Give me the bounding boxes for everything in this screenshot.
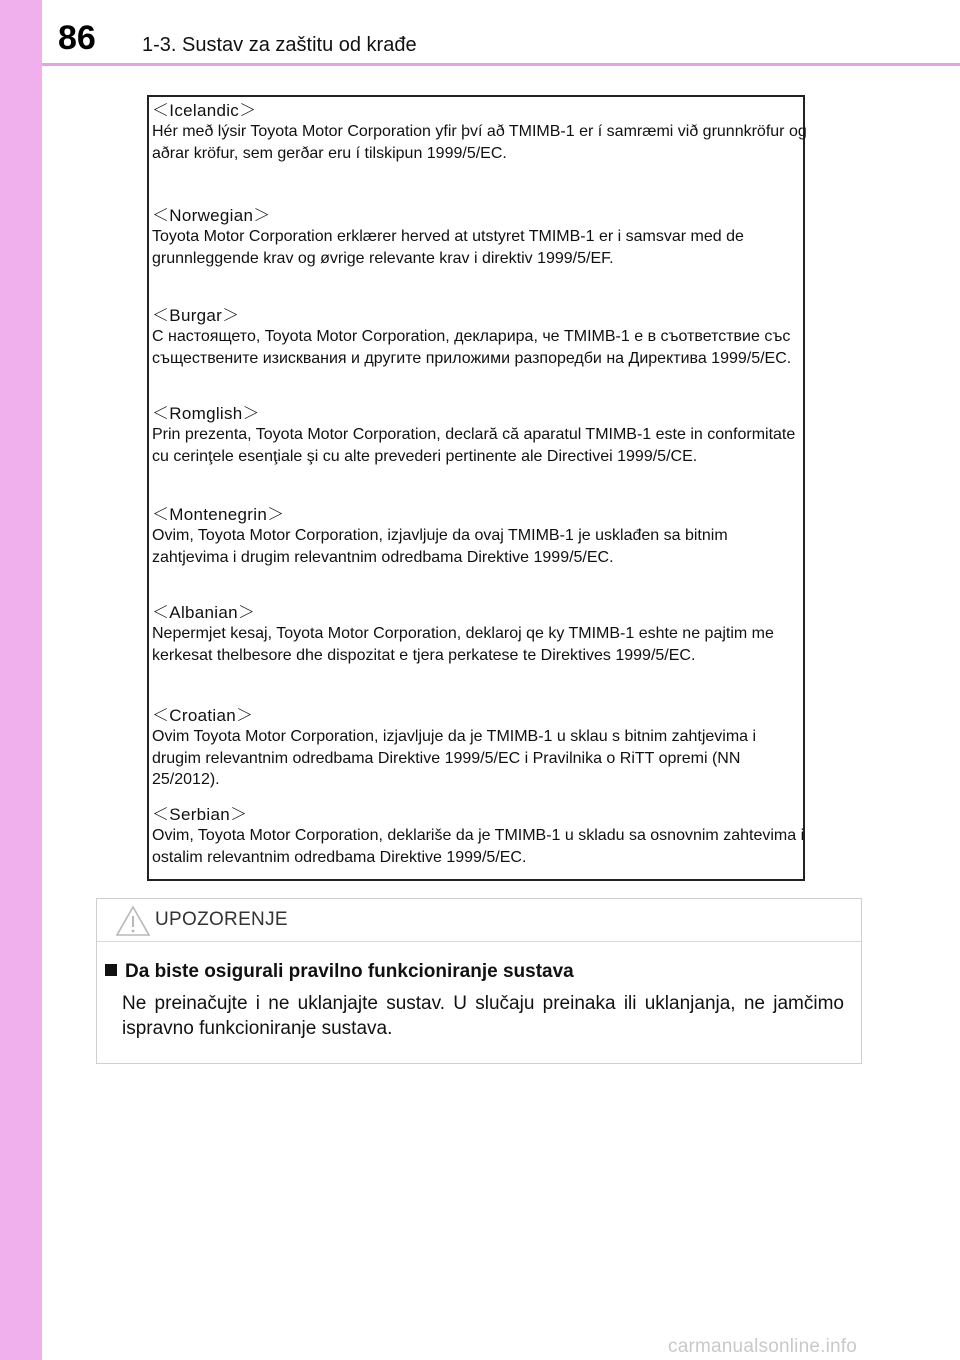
language-label: ＜Icelandic＞ [152, 101, 257, 120]
language-label: ＜Romglish＞ [152, 404, 260, 423]
chapter-title: 1-3. Sustav za zaštitu od krađe [142, 34, 417, 56]
side-color-strip [0, 0, 42, 1360]
language-label: ＜Burgar＞ [152, 306, 240, 325]
declaration-text: Prin prezenta, Toyota Motor Corporation, declară că aparatul TMIMB-1 este in conformitate cu cerinţele esenţiale şi cu alte prevederi pertinente ale Directivei 1999/5/CE. [152, 426, 796, 465]
declaration-serbian [152, 804, 807, 868]
warning-header [97, 899, 861, 942]
language-label: ＜Serbian＞ [152, 805, 248, 824]
warning-body: Ne preinačujte i ne uklanjajte sustav. U slučaju preinaka ili uklanjanja, ne jamčimo ispravno funkcioniranje sustava. [122, 993, 844, 1039]
declaration-bulgarian [152, 305, 807, 369]
declaration-text: Ovim Toyota Motor Corporation, izjavljuje da je TMIMB-1 u sklau s bitnim zahtjevima i drugim relevantnim odredbama Direktive 1999/5/EC i Pravilnika o RiTT opremi (NN 25/2012). [152, 728, 757, 788]
language-label: ＜Montenegrin＞ [152, 505, 285, 524]
header-divider [42, 63, 960, 66]
declaration-text: Ovim, Toyota Motor Corporation, deklariše da je TMIMB-1 u skladu sa osnovnim zahtevima i ostalim relevantnim odredbama Direktive 1999/5/EC. [152, 827, 805, 866]
language-label: ＜Croatian＞ [152, 706, 254, 725]
declaration-text: Toyota Motor Corporation erklærer herved at utstyret TMIMB-1 er i samsvar med de grunnleggende krav og øvrige relevante krav i direktiv 1999/5/EF. [152, 228, 744, 267]
declaration-text: С настоящето, Toyota Motor Corporation, декларира, че TMIMB-1 е в съответствие със съществените изисквания и другите приложими разпоредби на Директива 1999/5/EC. [152, 328, 792, 367]
declaration-text: Hér með lýsir Toyota Motor Corporation yfir því að TMIMB-1 er í samræmi við grunnkröfur og aðrar kröfur, sem gerðar eru í tilskipun 1999/5/EC. [152, 123, 807, 162]
watermark: carmanualsonline.info [668, 1336, 858, 1357]
declaration-croatian [152, 705, 807, 791]
declaration-montenegrin [152, 504, 807, 568]
declaration-text: Nepermjet kesaj, Toyota Motor Corporation, deklaroj qe ky TMIMB-1 eshte ne pajtim me kerkesat thelbesore dhe dispozitat e tjera perkatese te Direktives 1999/5/EC. [152, 625, 774, 664]
language-label: ＜Albanian＞ [152, 603, 256, 622]
warning-box [96, 898, 862, 1064]
declaration-norwegian [152, 205, 807, 269]
declaration-romanian [152, 403, 807, 467]
declaration-albanian [152, 602, 807, 666]
square-bullet-icon [105, 964, 117, 976]
language-label: ＜Norwegian＞ [152, 206, 271, 225]
warning-heading-text: Da biste osigurali pravilno funkcioniranje sustava [125, 961, 574, 982]
declaration-text: Ovim, Toyota Motor Corporation, izjavljuje da ovaj TMIMB-1 je usklađen sa bitnim zahtjevima i drugim relevantnim odredbama Direktive 1999/5/EC. [152, 527, 728, 566]
declaration-icelandic [152, 100, 807, 164]
page-number: 86 [58, 19, 96, 57]
declarations-box [147, 95, 805, 881]
warning-title: UPOZORENJE [155, 909, 288, 930]
warning-heading [105, 961, 574, 983]
warning-triangle-icon [115, 905, 151, 937]
